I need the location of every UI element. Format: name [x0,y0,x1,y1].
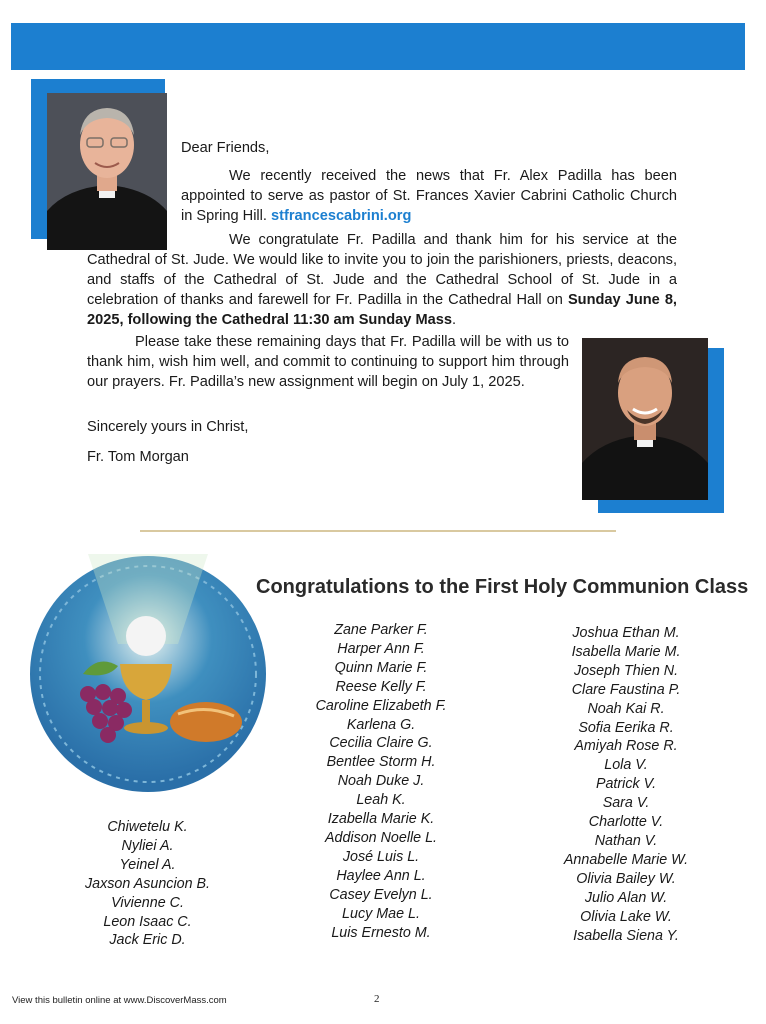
letter-paragraph-2: We congratulate Fr. Padilla and thank him for his service at the Cathedral of St. Jude. We would like to invite you to join the parishioners, priests, deacons, and staffs of the Cathedral of St. Jude and the Cathedral School of St. Jude in a celebration of thanks and farewell for Fr. Padilla in the Cathedral Hall on Sunday June 8, 2025, following the Cathedral 11:30 am Sunday Mass. [87,232,677,328]
communicant-name: Leon Isaac C. [103,913,192,930]
communicant-name: Joshua Ethan M. [572,625,680,641]
communicant-name: Annabelle Marie W. [563,851,689,868]
communicant-name: Joseph Thien N. [573,662,679,679]
communicant-name: Karlena G. [346,716,416,733]
communicant-name: Chiwetelu K. [107,819,188,835]
communicant-name: Casey Evelyn L. [329,886,433,903]
letter-signature: Fr. Tom Morgan [87,449,189,465]
letter-paragraph-1: We recently received the news that Fr. Alex Padilla has been appointed to serve as pastor of St. Frances Xavier Cabrini Catholic Church in Spring Hill. stfrancescabrini.org [181,168,677,224]
communicant-name: Nathan V. [594,832,658,849]
priest-photo-2 [582,338,708,500]
letter-closing: Sincerely yours in Christ, [87,419,249,435]
communicant-name: Olivia Bailey W. [576,870,676,887]
letter-paragraph-3: Please take these remaining days that Fr. Padilla will be with us to thank him, wish him well, and commit to continuing to support him through our prayers. Fr. Padilla’s new assignment will begin on July 1, 2025. [87,334,569,390]
communicant-name: Luis Ernesto M. [331,924,431,941]
communicant-name: Charlotte V. [588,814,664,831]
communicant-name: Olivia Lake W. [580,908,672,925]
communicant-name: Noah Duke J. [337,773,425,790]
communicant-name: Jack Eric D. [109,932,186,949]
header-bar [11,23,745,70]
communicant-name: Jaxson Asuncion B. [84,875,211,892]
communicant-name: Yeinel A. [119,856,176,873]
communicant-name: Leah K. [356,792,406,809]
communicant-name: Nyliei A. [121,837,174,854]
letter-top [181,138,677,226]
communicant-name: Isabella Siena Y. [573,927,679,944]
communicant-name: Harper Ann F. [337,640,425,657]
communicant-name: Cecilia Claire G. [329,735,433,752]
communicant-name: Patrick V. [595,776,657,793]
communicant-name: José Luis L. [342,848,420,865]
names-column-1 [80,818,215,950]
priest-photo-1 [47,93,167,250]
parish-website-link[interactable]: stfrancescabrini.org [271,208,412,224]
communicant-name: Haylee Ann L. [336,867,426,884]
communicant-name: Lola V. [604,757,648,774]
communicant-name: Noah Kai R. [587,700,665,717]
section-divider [140,530,616,532]
communicant-name: Vivienne C. [111,894,184,911]
communicant-name: Reese Kelly F. [335,678,427,695]
letter-greeting: Dear Friends, [181,140,270,156]
communicant-name: Julio Alan W. [584,889,668,906]
names-column-3 [552,624,700,945]
communicant-name: Izabella Marie K. [327,811,435,828]
communicant-name: Caroline Elizabeth F. [315,697,447,714]
communicant-name: Quinn Marie F. [334,659,428,676]
communicant-name: Amiyah Rose R. [574,738,678,755]
communicant-name: Isabella Marie M. [571,643,681,660]
communion-emblem [28,554,268,794]
communion-heading: Congratulations to the First Holy Communion Class [256,576,749,598]
communicant-name: Lucy Mae L. [342,905,420,922]
communicant-name: Sofia Eerika R. [578,719,674,736]
communicant-name: Bentlee Storm H. [326,754,436,771]
communicant-name: Sara V. [602,795,650,812]
communicant-name: Clare Faustina P. [571,681,681,698]
celebration-date: Sunday June 8, 2025, following the Cathedral 11:30 am Sunday Mass [87,292,677,328]
names-column-2 [296,621,466,942]
communicant-name: Addison Noelle L. [324,829,438,846]
communicant-name: Zane Parker F. [334,622,428,638]
footer-website-note: View this bulletin online at www.DiscoverMass.com [12,995,227,1006]
page-number: 2 [374,993,380,1005]
